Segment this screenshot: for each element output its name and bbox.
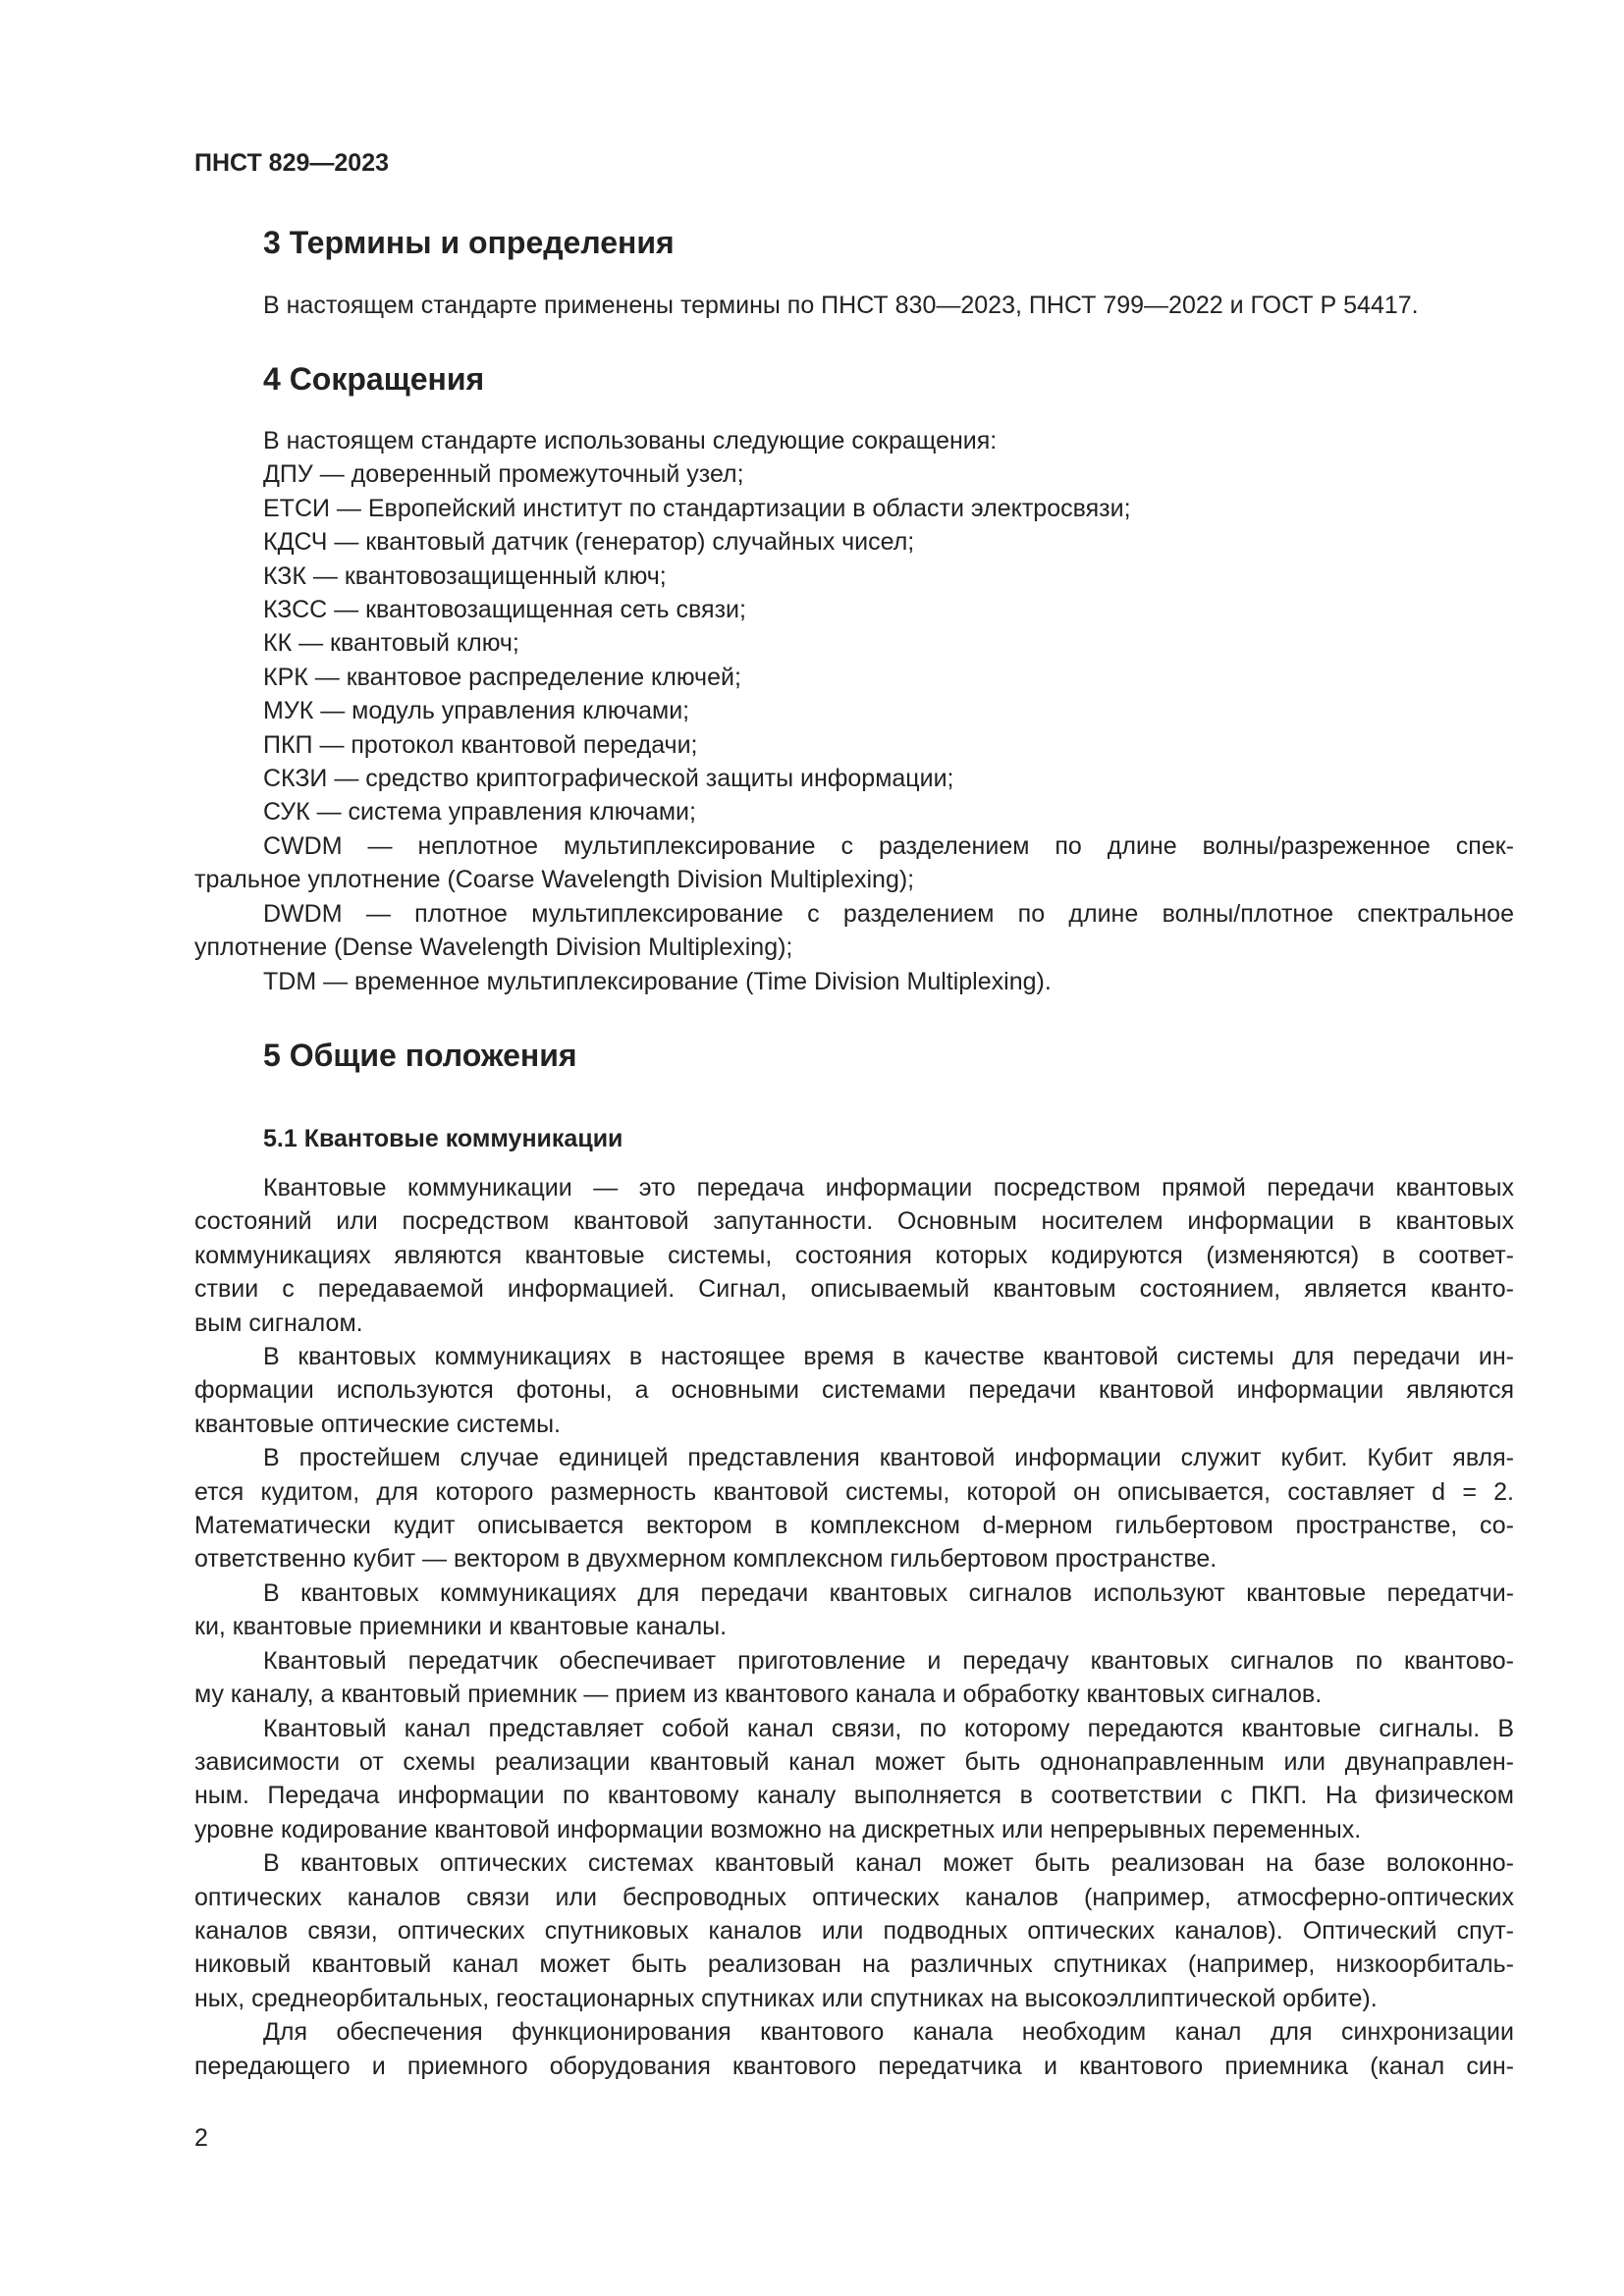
abbreviation-list [194, 424, 1514, 998]
paragraph-line: Математически кудит описывается вектором в комплексном d-мерном гильбертовом пространстве, со- [194, 1512, 1514, 1540]
paragraph-line: ным. Передача информации по квантовому каналу выполняется в соответствии с ПКП. На физическом [194, 1782, 1514, 1810]
paragraph-line: каналов связи, оптических спутниковых каналов или подводных оптических каналов). Оптический спут- [194, 1916, 1514, 1945]
abbreviation-item-cwdm-cont: тральное уплотнение (Coarse Wavelength Division Multiplexing); [194, 866, 915, 894]
paragraph-line: ствии с передаваемой информацией. Сигнал, описываемый квантовым состоянием, является кванто- [194, 1275, 1514, 1304]
paragraph-line: Квантовый передатчик обеспечивает приготовление и передачу квантовых сигналов по квантово- [263, 1646, 1514, 1675]
section-4-heading: 4 Сокращения [263, 361, 485, 397]
abbreviation-item: КЗСС — квантовозащищенная сеть связи; [263, 596, 746, 624]
section-5-body [194, 1171, 1514, 2083]
paragraph-line: зависимости от схемы реализации квантовый канал может быть однонаправленным или двунаправлен- [194, 1747, 1514, 1776]
page-number: 2 [194, 2124, 208, 2152]
abbreviation-item-dwdm-cont: уплотнение (Dense Wavelength Division Multiplexing); [194, 934, 793, 962]
document-id: ПНСТ 829—2023 [194, 149, 389, 177]
paragraph-line: ответственно кубит — вектором в двухмерном комплексном гильбертовом пространстве. [194, 1545, 1218, 1574]
paragraph-line: ки, квантовые приемники и квантовые каналы. [194, 1613, 728, 1641]
paragraph-line: оптических каналов связи или беспроводных оптических каналов (например, атмосферно-оптических [194, 1883, 1514, 1911]
paragraph-line: вым сигналом. [194, 1308, 363, 1337]
abbreviation-item: КЗК — квантовозащищенный ключ; [263, 561, 667, 590]
abbreviation-item-dwdm: DWDM — плотное мультиплексирование с разделением по длине волны/плотное спектральное [263, 899, 1514, 928]
abbreviation-item: КРК — квантовое распределение ключей; [263, 663, 741, 691]
paragraph-line: коммуникациях являются квантовые системы, состояния которых кодируются (изменяются) в соответ- [194, 1241, 1514, 1269]
paragraph-line: квантовые оптические системы. [194, 1410, 561, 1438]
paragraph-line: ных, среднеорбитальных, геостационарных спутниках или спутниках на высокоэллиптической орбите). [194, 1984, 1378, 2012]
paragraph [194, 1712, 1514, 1847]
paragraph [194, 1171, 1514, 1340]
abbreviation-item-tdm: TDM — временное мультиплексирование (Time Division Multiplexing). [263, 967, 1052, 995]
abbreviation-item: КК — квантовый ключ; [263, 629, 519, 658]
paragraph [194, 2015, 1514, 2083]
paragraph-line: никовый квантовый канал может быть реализован на различных спутниках (например, низкоорбиталь- [194, 1950, 1514, 1979]
paragraph [194, 1846, 1514, 2015]
abbreviation-item: КДСЧ — квантовый датчик (генератор) случайных чисел; [263, 528, 915, 557]
paragraph-line: Квантовые коммуникации — это передача информации посредством прямой передачи квантовых [263, 1174, 1514, 1201]
abbreviation-item: СКЗИ — средство криптографической защиты информации; [263, 765, 954, 793]
paragraph-line: ется кудитом, для которого размерность квантовой системы, которой он описывается, составляет d = 2. [194, 1477, 1514, 1506]
paragraph-line: передающего и приемного оборудования квантового передатчика и квантового приемника (канал син- [194, 2052, 1514, 2080]
abbreviation-item: ПКП — протокол квантовой передачи; [263, 730, 698, 759]
paragraph-line: В простейшем случае единицей представления квантовой информации служит кубит. Кубит явля- [263, 1444, 1514, 1472]
abbreviation-item-cwdm: CWDM — неплотное мультиплексирование с разделением по длине волны/разреженное спек- [263, 831, 1514, 860]
section-3-heading: 3 Термины и определения [263, 225, 675, 260]
paragraph-line: В квантовых коммуникациях в настоящее время в качестве квантовой системы для передачи ин- [263, 1343, 1514, 1371]
abbreviation-item: МУК — модуль управления ключами; [263, 697, 690, 725]
paragraph-line: Квантовый канал представляет собой канал связи, по которому передаются квантовые сигналы. В [263, 1714, 1514, 1742]
abbreviation-item: ЕТСИ — Европейский институт по стандартизации в области электросвязи; [263, 494, 1131, 522]
subsection-5-1-heading: 5.1 Квантовые коммуникации [263, 1125, 623, 1152]
paragraph-line: В настоящем стандарте применены термины по ПНСТ 830—2023, ПНСТ 799—2022 и ГОСТ Р 54417. [263, 292, 1419, 319]
abbreviation-item: ДПУ — доверенный промежуточный узел; [263, 460, 744, 489]
paragraph-line: состояний или посредством квантовой запутанности. Основным носителем информации в квантовых [194, 1207, 1514, 1236]
paragraph-line: В квантовых оптических системах квантовый канал может быть реализован на базе волоконно- [263, 1849, 1514, 1878]
section-5-heading: 5 Общие положения [263, 1038, 577, 1073]
paragraph [194, 1644, 1514, 1712]
abbreviation-intro: В настоящем стандарте использованы следующие сокращения: [263, 427, 998, 454]
paragraph-line: уровне кодирование квантовой информации возможно на дискретных или непрерывных переменных. [194, 1815, 1362, 1843]
paragraph-line: Для обеспечения функционирования квантового канала необходим канал для синхронизации [263, 2018, 1514, 2047]
paragraph [194, 1576, 1514, 1644]
paragraph-line: В квантовых коммуникациях для передачи квантовых сигналов используют квантовые передатчи- [263, 1578, 1514, 1607]
section-3-text [194, 289, 1514, 322]
paragraph-line: му каналу, а квантовый приемник — прием из квантового канала и обработку квантовых сигналов. [194, 1681, 1323, 1709]
abbreviation-item: СУК — система управления ключами; [263, 798, 696, 827]
paragraph [194, 1340, 1514, 1441]
paragraph [194, 1441, 1514, 1576]
paragraph-line: формации используются фотоны, а основными системами передачи квантовой информации являются [194, 1376, 1514, 1405]
